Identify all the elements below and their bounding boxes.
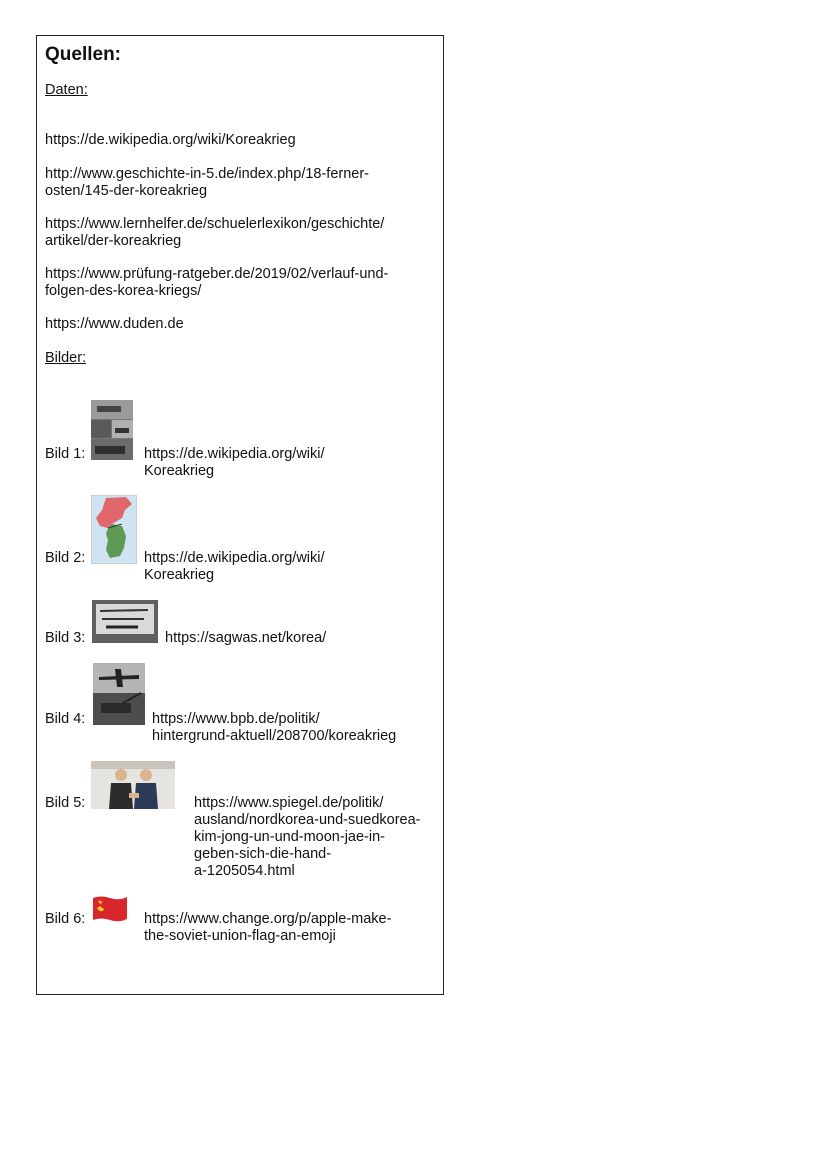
- bild-1-url[interactable]: https://de.wikipedia.org/wiki/ Koreakrieg: [144, 446, 325, 479]
- daten-link-2[interactable]: http://www.geschichte-in-5.de/index.php/18-ferner- osten/145-der-koreakrieg: [45, 166, 370, 199]
- daten-link-3[interactable]: https://www.lernhelfer.de/schuelerlexikon/geschichte/ artikel/der-koreakrieg: [45, 216, 385, 249]
- war-photo-collage-image: [91, 400, 133, 460]
- bild-3-url[interactable]: https://sagwas.net/korea/: [165, 630, 327, 646]
- bild-1-label: Bild 1:: [45, 446, 86, 462]
- bild-5-label: Bild 5:: [45, 795, 86, 811]
- sources-box: [36, 35, 444, 995]
- bild-4-url[interactable]: https://www.bpb.de/politik/ hintergrund-aktuell/208700/koreakrieg: [152, 711, 397, 744]
- bilder-heading: Bilder:: [45, 350, 87, 366]
- bild-6-label: Bild 6:: [45, 911, 86, 927]
- handshake-photo-image: [91, 761, 175, 809]
- bild-2-label: Bild 2:: [45, 550, 86, 566]
- bild-3-label: Bild 3:: [45, 630, 86, 646]
- daten-link-4[interactable]: https://www.prüfung-ratgeber.de/2019/02/verlauf-und- folgen-des-korea-kriegs/: [45, 266, 389, 299]
- daten-link-1[interactable]: https://de.wikipedia.org/wiki/Koreakrieg: [45, 132, 296, 148]
- soviet-flag-emoji-image: [91, 894, 129, 924]
- korea-map-image: [91, 495, 137, 564]
- bild-2-url[interactable]: https://de.wikipedia.org/wiki/ Koreakrieg: [144, 550, 325, 583]
- bild-6-url[interactable]: https://www.change.org/p/apple-make- the-soviet-union-flag-an-emoji: [144, 911, 392, 944]
- daten-heading: Daten:: [45, 82, 88, 98]
- bild-4-label: Bild 4:: [45, 711, 86, 727]
- bild-5-url[interactable]: https://www.spiegel.de/politik/ ausland/nordkorea-und-suedkorea- kim-jong-un-und-moon-jae-in- geben-sich-die-hand- a-1205054.html: [194, 795, 421, 879]
- bomber-plane-photo-image: [93, 663, 145, 725]
- page-title: Quellen:: [45, 44, 122, 65]
- daten-link-5[interactable]: https://www.duden.de: [45, 316, 184, 332]
- protest-sign-photo-image: [92, 600, 158, 643]
